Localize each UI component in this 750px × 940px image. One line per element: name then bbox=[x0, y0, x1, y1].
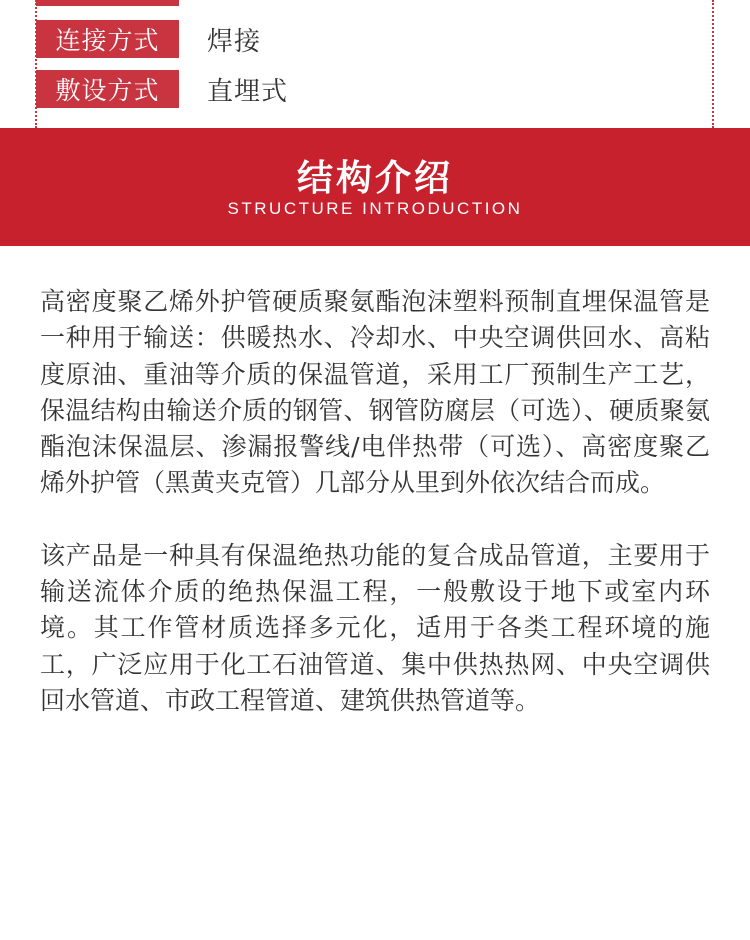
spec-table bbox=[0, 0, 750, 128]
spec-value: 直埋式 bbox=[207, 76, 289, 107]
section-title: 结构介绍 bbox=[296, 158, 453, 199]
previous-row-label-edge bbox=[36, 0, 179, 6]
spec-label: 连接方式 bbox=[36, 20, 179, 58]
dotted-border-right bbox=[712, 0, 714, 128]
spec-row-laying bbox=[36, 70, 686, 108]
spec-value: 焊接 bbox=[207, 26, 262, 57]
paragraph-application: 该产品是一种具有保温绝热功能的复合成品管道，主要用于输送流体介质的绝热保温工程，一般敷设于地下或室内环境。其工作管材质选择多元化，适用于各类工程环境的施工，广泛应用于化工石油管道、集中供热热网、中央空调供回水管道、市政工程管道、建筑供热管道等。 bbox=[40, 540, 710, 715]
structure-description bbox=[40, 284, 710, 719]
spec-row-connection bbox=[36, 20, 686, 58]
spec-label: 敷设方式 bbox=[36, 70, 179, 108]
paragraph-structure: 高密度聚乙烯外护管硬质聚氨酯泡沫塑料预制直埋保温管是一种用于输送：供暖热水、冷却水、中央空调供回水、高粘度原油、重油等介质的保温管道，采用工厂预制生产工艺，保温结构由输送介质的钢管、钢管防腐层（可选）、硬质聚氨酯泡沫保温层、渗漏报警线/电伴热带（可选）、高密度聚乙烯外护管（黑黄夹克管）几部分从里到外依次结合而成。 bbox=[40, 287, 710, 498]
section-subtitle: STRUCTURE INTRODUCTION bbox=[227, 199, 523, 218]
